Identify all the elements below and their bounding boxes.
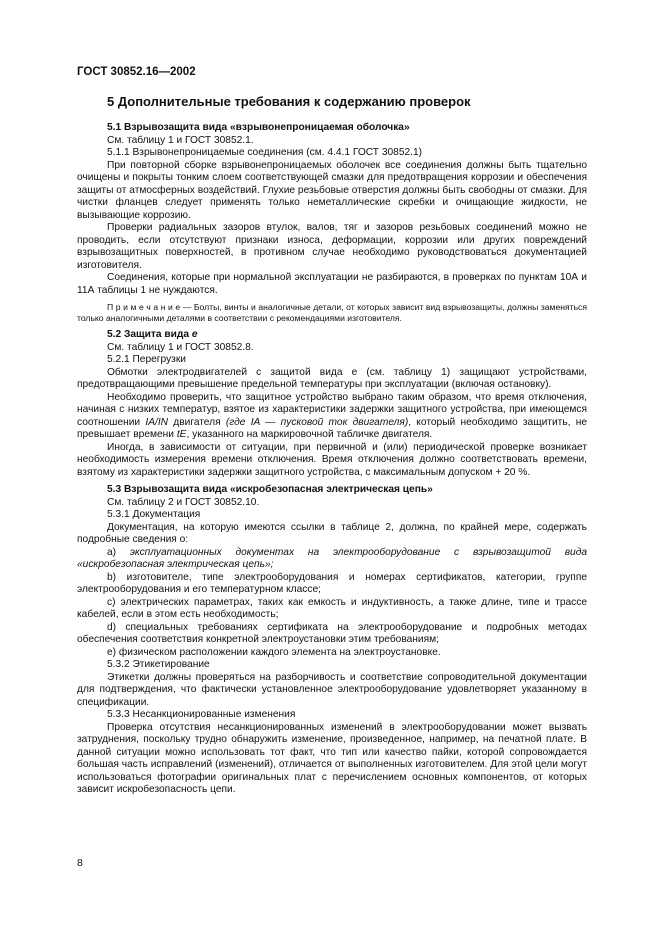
body-text: [77, 122, 587, 797]
note-text: Болты, винты и аналогичные детали, от которых зависит вид взрывозащиты, должны заменяться только аналогичными деталями в соответствии с рекомендациями изготовителя.: [77, 302, 587, 323]
clause-5-3-3: 5.3.3 Несанкционированные изменения: [107, 709, 296, 720]
subsection-5-1-title: 5.1 Взрывозащита вида «взрывонепроницаемая оболочка»: [107, 122, 410, 133]
note: [77, 302, 587, 324]
clause-5-1-1: 5.1.1 Взрывонепроницаемые соединения (см. 4.4.1 ГОСТ 30852.1): [107, 147, 423, 158]
current-ratio: IA/IN: [145, 416, 169, 428]
paragraph: Иногда, в зависимости от ситуации, при первичной и (или) периодической проверке возникает необходимость измерения времени отключения. Время отключения должно соответствовать времени, взятому из характеристики задержки защитного устройства, с максимальным допуском + 20 %.: [77, 441, 587, 478]
time-te: tE: [176, 429, 187, 440]
subsection-5-3-title: 5.3 Взрывозащита вида «искробезопасная электрическая цепь»: [107, 484, 433, 495]
list-item: d) специальных требованиях сертификата на электрооборудование и подробных методах обеспечения соответствия конкретной электроустановки этим требованиям;: [77, 621, 587, 645]
list-item: е) физическом расположении каждого элемента на электроустановке.: [107, 646, 441, 658]
paragraph: См. таблицу 1 и ГОСТ 30852.1.: [107, 134, 254, 146]
paragraph: См. таблицу 1 и ГОСТ 30852.8.: [107, 341, 254, 353]
note-label: П р и м е ч а н и е —: [107, 302, 192, 312]
section-title: 5 Дополнительные требования к содержанию проверок: [107, 94, 471, 109]
list-item: а) эксплуатационных документах на электрооборудование с взрывозащитой вида «искробезопасная электрическая цепь»;: [77, 546, 587, 570]
clause-5-3-1: 5.3.1 Документация: [107, 509, 201, 520]
clause-5-3-2: 5.3.2 Этикетирование: [107, 659, 210, 670]
paragraph: Проверки радиальных зазоров втулок, валов, тяг и зазоров резьбовых соединений можно не проводить, если отсутствуют признаки износа, деформации, коррозии или других повреждений взрывозащитных поверхностей, в противном случае необходимо руководствоваться документацией изготовителя.: [77, 222, 587, 271]
document-header: ГОСТ 30852.16—2002: [77, 66, 196, 78]
paragraph: См. таблицу 2 и ГОСТ 30852.10.: [107, 496, 260, 508]
subsection-5-2-title: 5.2 Защита вида е: [107, 329, 198, 340]
paragraph: Документация, на которую имеются ссылки в таблице 2, должна, по крайней мере, содержать подробные сведения о:: [77, 521, 587, 545]
paragraph: При повторной сборке взрывонепроницаемых оболочек все соединения должны быть тщательно очищены и покрыты тонким слоем соответствующей смазки для предотвращения коррозии и обеспечения защиты от атмосферных воздействий. Глухие резьбовые отверстия должны быть свободны от смазки. Для чистки фланцев следует применять только неметаллические скребки и очищающие жидкости, не вызывающие коррозию.: [77, 159, 587, 221]
paragraph: Соединения, которые при нормальной эксплуатации не разбираются, в проверках по пунктам 10А и 11А таблицы 1 не нуждаются.: [77, 272, 587, 296]
list-item: с) электрических параметрах, таких как емкость и индуктивность, а также длине, типе и трассе кабелей, если в этом есть необходимость;: [77, 596, 587, 620]
paragraph: Проверка отсутствия несанкционированных изменений в электрооборудовании может вызвать затруднения, поскольку трудно обнаружить изменение, произведенное, например, на печатной плате. В данной ситуации можно использовать тот факт, что тип или качество пайки, которой сопровождается большая часть исправлений (изменений), отличается от выполненных изготовителем. Для этой цели могут использоваться фотографии оригинальных плат с перечислением основных компонентов, от которых зависит искробезопасность цепи.: [77, 721, 587, 795]
list-item: b) изготовителе, типе электрооборудования и номерах сертификатов, категории, группе электрооборудования и его температурном классе;: [77, 571, 587, 595]
paragraph: Этикетки должны проверяться на разборчивость и соответствие сопроводительной документации для подтверждения, что фактически установленное электрооборудование удовлетворяет указанному в спецификации.: [77, 671, 587, 708]
page-number: 8: [77, 857, 83, 869]
paragraph: Обмотки электродвигателей с защитой вида е (см. таблицу 1) защищают устройствами, предотвращающими превышение предельной температуры при эксплуатации (включая остановку).: [77, 366, 587, 390]
paragraph: Необходимо проверить, что защитное устройство выбрано таким образом, что время отключения, начиная с низких температур, взятое из характеристики задержки защитного устройства, при имеющемся соотношении IA/IN двигателя (где IA — пусковой ток двигателя), который необходимо защитить, не превышает времени tE, указанного на маркировочной табличке двигателя.: [77, 391, 587, 440]
clause-5-2-1: 5.2.1 Перегрузки: [107, 354, 186, 365]
